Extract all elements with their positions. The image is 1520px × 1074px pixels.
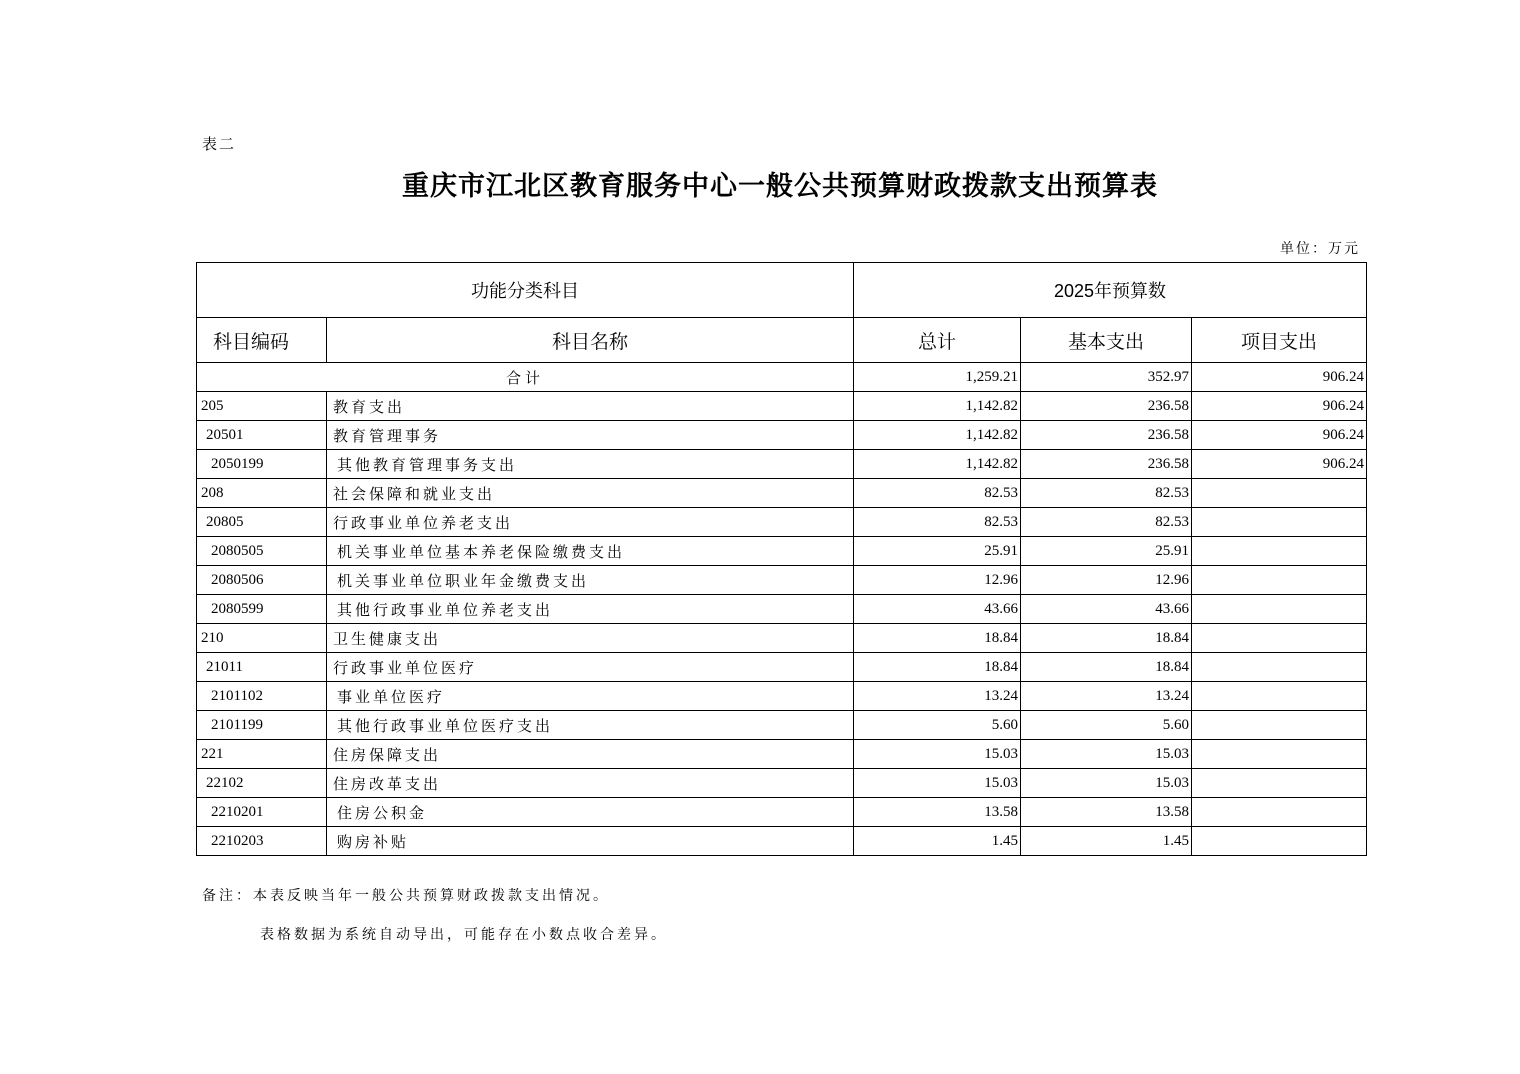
total-value: 1,259.21: [854, 363, 1021, 392]
basic-expenditure-cell: 236.58: [1021, 450, 1192, 479]
subject-code-cell: 2101199: [197, 711, 327, 740]
total-cell: 15.03: [854, 740, 1021, 769]
project-expenditure-cell: [1192, 769, 1367, 798]
subject-code-cell: 20501: [197, 421, 327, 450]
total-cell: 1,142.82: [854, 392, 1021, 421]
project-expenditure-cell: [1192, 827, 1367, 856]
project-expenditure-cell: [1192, 595, 1367, 624]
table-row: [197, 798, 1367, 827]
subject-name-cell: 行政事业单位养老支出: [327, 508, 854, 537]
header-subject-name: 科目名称: [327, 318, 854, 363]
project-expenditure-cell: [1192, 624, 1367, 653]
project-expenditure-cell: 906.24: [1192, 450, 1367, 479]
table-row: [197, 508, 1367, 537]
table-row: [197, 624, 1367, 653]
subject-name-cell: 住房改革支出: [327, 769, 854, 798]
subject-name-cell: 行政事业单位医疗: [327, 653, 854, 682]
basic-expenditure-cell: 82.53: [1021, 508, 1192, 537]
total-row: [197, 363, 1367, 392]
total-cell: 18.84: [854, 653, 1021, 682]
total-cell: 5.60: [854, 711, 1021, 740]
header-budget-year: 2025年预算数: [854, 263, 1367, 318]
subject-code-cell: 20805: [197, 508, 327, 537]
subject-name-cell: 住房保障支出: [327, 740, 854, 769]
table-label: 表二: [202, 135, 237, 153]
total-cell: 13.24: [854, 682, 1021, 711]
subject-code-cell: 2080506: [197, 566, 327, 595]
subject-name-cell: 其他教育管理事务支出: [327, 450, 854, 479]
subject-code-cell: 210: [197, 624, 327, 653]
basic-expenditure-cell: 5.60: [1021, 711, 1192, 740]
project-expenditure-cell: [1192, 682, 1367, 711]
total-cell: 1,142.82: [854, 450, 1021, 479]
basic-expenditure-cell: 18.84: [1021, 624, 1192, 653]
basic-expenditure-cell: 236.58: [1021, 421, 1192, 450]
header-row-2: [197, 318, 1367, 363]
header-functional-classification: 功能分类科目: [197, 263, 854, 318]
project-expenditure-cell: [1192, 740, 1367, 769]
table-row: [197, 537, 1367, 566]
subject-code-cell: 2050199: [197, 450, 327, 479]
basic-expenditure-cell: 18.84: [1021, 653, 1192, 682]
table-row: [197, 392, 1367, 421]
basic-expenditure-cell: 13.58: [1021, 798, 1192, 827]
subject-name-cell: 机关事业单位基本养老保险缴费支出: [327, 537, 854, 566]
table-row: [197, 711, 1367, 740]
subject-name-cell: 教育管理事务: [327, 421, 854, 450]
total-cell: 82.53: [854, 508, 1021, 537]
total-cell: 1.45: [854, 827, 1021, 856]
total-cell: 1,142.82: [854, 421, 1021, 450]
basic-expenditure-cell: 43.66: [1021, 595, 1192, 624]
subject-name-cell: 卫生健康支出: [327, 624, 854, 653]
project-expenditure-cell: [1192, 798, 1367, 827]
total-label: 合计: [197, 363, 854, 392]
subject-name-cell: 其他行政事业单位养老支出: [327, 595, 854, 624]
notes: [202, 885, 668, 944]
table-row: [197, 479, 1367, 508]
subject-name-cell: 其他行政事业单位医疗支出: [327, 711, 854, 740]
header-total: 总计: [854, 318, 1021, 363]
subject-name-cell: 教育支出: [327, 392, 854, 421]
table-row: [197, 682, 1367, 711]
unit-label: 单位：万元: [1280, 241, 1360, 257]
basic-expenditure-cell: 12.96: [1021, 566, 1192, 595]
subject-name-cell: 事业单位医疗: [327, 682, 854, 711]
table-row: [197, 769, 1367, 798]
project-expenditure-cell: [1192, 479, 1367, 508]
subject-name-cell: 购房补贴: [327, 827, 854, 856]
subject-code-cell: 2080599: [197, 595, 327, 624]
table-row: [197, 595, 1367, 624]
basic-expenditure-cell: 15.03: [1021, 769, 1192, 798]
project-expenditure-cell: 906.24: [1192, 392, 1367, 421]
page-title: 重庆市江北区教育服务中心一般公共预算财政拨款支出预算表: [402, 171, 1158, 202]
subject-code-cell: 21011: [197, 653, 327, 682]
table-row: [197, 740, 1367, 769]
basic-expenditure-cell: 15.03: [1021, 740, 1192, 769]
header-row-1: [197, 263, 1367, 318]
total-cell: 43.66: [854, 595, 1021, 624]
basic-expenditure-cell: 1.45: [1021, 827, 1192, 856]
table-row: [197, 421, 1367, 450]
project-expenditure-cell: [1192, 537, 1367, 566]
subject-code-cell: 2210203: [197, 827, 327, 856]
basic-expenditure-cell: 13.24: [1021, 682, 1192, 711]
note-line-1: 备注：本表反映当年一般公共预算财政拨款支出情况。: [202, 888, 610, 904]
project-expenditure-cell: [1192, 711, 1367, 740]
total-cell: 13.58: [854, 798, 1021, 827]
project-expenditure-cell: [1192, 566, 1367, 595]
subject-code-cell: 2101102: [197, 682, 327, 711]
total-cell: 15.03: [854, 769, 1021, 798]
total-cell: 25.91: [854, 537, 1021, 566]
subject-code-cell: 22102: [197, 769, 327, 798]
table-row: [197, 450, 1367, 479]
basic-expenditure-cell: 25.91: [1021, 537, 1192, 566]
subject-code-cell: 205: [197, 392, 327, 421]
budget-table: [196, 262, 1367, 856]
subject-code-cell: 2210201: [197, 798, 327, 827]
total-cell: 18.84: [854, 624, 1021, 653]
table-row: [197, 653, 1367, 682]
subject-name-cell: 住房公积金: [327, 798, 854, 827]
project-expenditure-cell: [1192, 508, 1367, 537]
project-expenditure-cell: [1192, 653, 1367, 682]
project-expenditure-cell: 906.24: [1192, 421, 1367, 450]
table-row: [197, 827, 1367, 856]
total-project-value: 906.24: [1192, 363, 1367, 392]
header-basic-expenditure: 基本支出: [1021, 318, 1192, 363]
basic-expenditure-cell: 236.58: [1021, 392, 1192, 421]
subject-name-cell: 社会保障和就业支出: [327, 479, 854, 508]
subject-code-cell: 208: [197, 479, 327, 508]
table-row: [197, 566, 1367, 595]
total-basic-value: 352.97: [1021, 363, 1192, 392]
basic-expenditure-cell: 82.53: [1021, 479, 1192, 508]
header-subject-code: 科目编码: [197, 318, 327, 363]
subject-code-cell: 2080505: [197, 537, 327, 566]
subject-name-cell: 机关事业单位职业年金缴费支出: [327, 566, 854, 595]
header-project-expenditure: 项目支出: [1192, 318, 1367, 363]
note-line-2: 表格数据为系统自动导出，可能存在小数点收合差异。: [260, 927, 668, 943]
total-cell: 12.96: [854, 566, 1021, 595]
total-cell: 82.53: [854, 479, 1021, 508]
subject-code-cell: 221: [197, 740, 327, 769]
